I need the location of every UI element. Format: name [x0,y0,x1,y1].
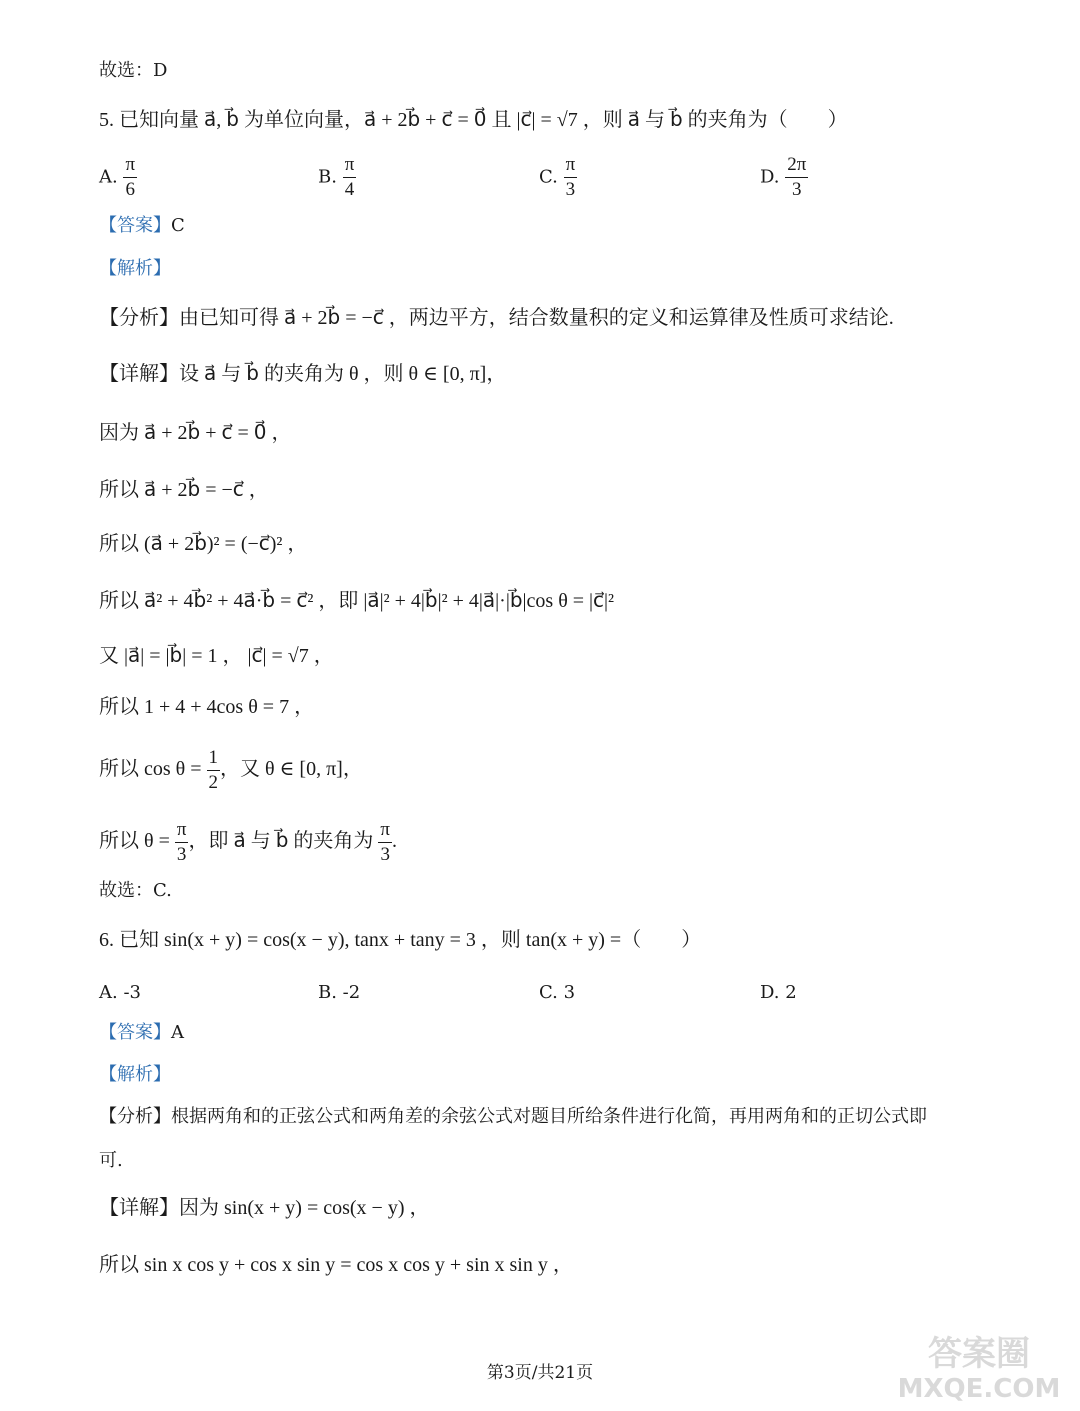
answer-tag: 【答案】 [99,1022,171,1043]
step-1: 因为 a⃗ + 2b⃗ + c⃗ = 0⃗ ， [99,422,292,444]
analysis-heading-6: 【解析】 [99,1064,171,1085]
analysis-6-cont: 可. [99,1150,123,1171]
watermark-logo [891,1325,1066,1405]
q5-option-c [539,155,577,200]
step-6-1: 所以 sin x cos y + cos x sin y = cos x cos y + sin x sin y ， [99,1254,573,1276]
option-fraction: $\frac{\pi}{3}$ [565,154,576,200]
detail-6: 【详解】因为 sin(x + y) = cos(x − y) ， [99,1197,430,1219]
option-fraction: $\frac{2\pi}{3}$ [787,154,807,200]
q5-option-a [99,155,137,200]
question-5: 5. 已知向量 a⃗, b⃗ 为单位向量，a⃗ + 2b⃗ + c⃗ = 0⃗ 且 |c⃗| = √7 ，则 a⃗ 与 b⃗ 的夹角为（ ） [99,109,848,131]
analysis-6: 【分析】根据两角和的正弦公式和两角差的余弦公式对题目所给条件进行化简，再用两角和的正切公式即 [99,1106,927,1127]
q6-option-d: D. 2 [760,982,797,1003]
option-fraction: $\frac{\pi}{4}$ [344,154,355,200]
analysis-5: 【分析】由已知可得 a⃗ + 2b⃗ = −c⃗ ，两边平方，结合数量积的定义和运算律及性质可求结论. [99,307,894,329]
answer-6: 【答案】A [99,1022,184,1043]
q5-option-b [318,155,356,200]
svg-text:答案圈: 答案圈 [928,1334,1030,1374]
option-label: C. [539,166,558,188]
option-fraction: $\frac{\pi}{6}$ [125,154,136,200]
step-6: 所以 1 + 4 + 4cos θ = 7 ， [99,696,315,718]
q5-option-d [760,155,808,200]
step-2: 所以 a⃗ + 2b⃗ = −c⃗ ， [99,479,269,501]
answer-tag: 【答案】 [99,215,171,236]
step-3: 所以 (a⃗ + 2b⃗)² = (−c⃗)² ， [99,533,308,555]
step-5: 又 |a⃗| = |b⃗| = 1 ， |c⃗| = √7 ， [99,645,334,667]
step-4: 所以 a⃗² + 4b⃗² + 4a⃗·b⃗ = c⃗² ，即 |a⃗|² + 4|b⃗|² + 4|a⃗|·|b⃗|cos θ = |c⃗|² [99,590,615,612]
analysis-heading-5: 【解析】 [99,258,171,279]
q6-option-a: A. -3 [99,982,141,1003]
fraction-pi-3: $\frac{\pi}{3}$ [380,819,390,865]
step-7: 所以 cos θ = $\frac{1}{2}$ ，又 θ ∈ [0, π]， [99,747,363,793]
step-8: 所以 θ = $\frac{\pi}{3}$ ，即 a⃗ 与 b⃗ 的夹角为 $\frac{\pi}{3}$ . [99,819,397,865]
answer-choice-line: 故选：D [99,60,168,81]
detail-5: 【详解】设 a⃗ 与 b⃗ 的夹角为 θ ，则 θ ∈ [0, π]， [99,363,507,385]
page-footer: 第3页/共21页 [486,1363,594,1383]
q6-option-c: C. 3 [539,982,576,1003]
option-label: D. [760,166,780,188]
answer-choice-5: 故选：C. [99,880,172,901]
question-6: 6. 已知 sin(x + y) = cos(x − y), tanx + tany = 3 ，则 tan(x + y) =（ ） [99,929,702,951]
q6-option-b: B. -2 [318,982,361,1003]
svg-text:MXQE.COM: MXQE.COM [897,1374,1061,1404]
option-label: B. [318,166,337,188]
fraction-pi-3: $\frac{\pi}{3}$ [176,819,187,865]
option-label: A. [99,166,118,188]
fraction-half: $\frac{1}{2}$ [208,747,219,793]
answer-5: 【答案】C [99,215,185,236]
